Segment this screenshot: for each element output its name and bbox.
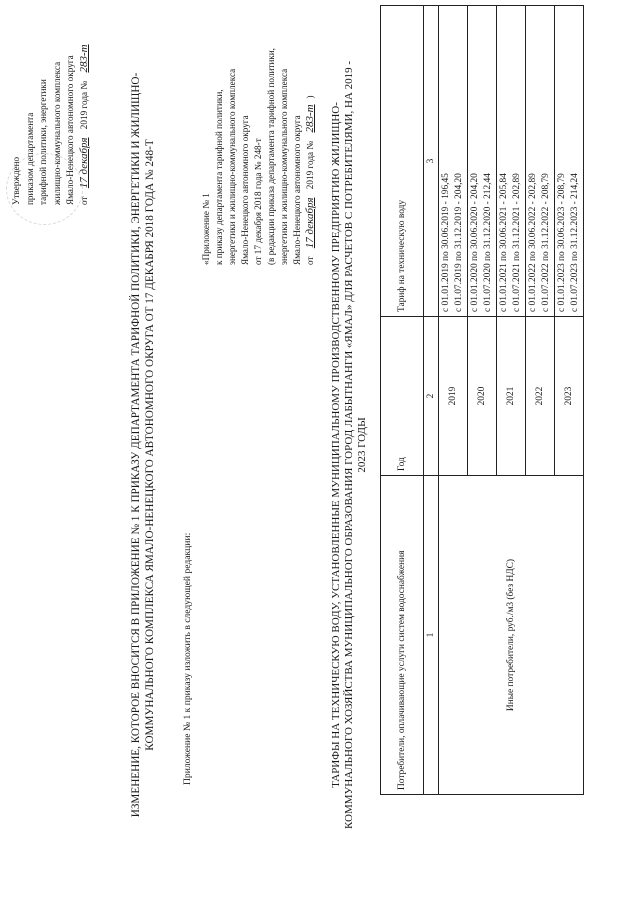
annex-line: к приказу департамента тарифной политики, (214, 89, 224, 265)
intro-text: Приложение № 1 к приказу изложить в следующей редакции: (182, 532, 193, 785)
tariff-table (380, 5, 584, 795)
annex-line: Ямало-Ненецкого автономного округа (292, 115, 302, 265)
tariff-cell (526, 6, 555, 317)
annex-year: 2019 года № (305, 140, 315, 190)
approval-line: Ямало-Ненецкого автономного округа (65, 55, 75, 205)
tariff-period: с 01.07.2019 по 31.12.2019 - 204,20 (454, 173, 464, 312)
approval-block (10, 15, 91, 205)
year-cell: 2019 (439, 317, 468, 476)
approval-line: Утверждено (11, 156, 21, 205)
document-title: ИЗМЕНЕНИЕ, КОТОРОЕ ВНОСИТСЯ В ПРИЛОЖЕНИЕ № 1 К ПРИКАЗУ ДЕПАРТАМЕНТА ТАРИФНОЙ ПОЛИТИКИ, ЭНЕРГЕТИКИ И ЖИЛИЩНО-КОММУНАЛЬНОГО КОМПЛЕКСА ЯМАЛО-НЕНЕЦКОГО АВТОНОМНОГО ОКРУГА ОТ 17 ДЕКАБРЯ 2018 ГОДА № 248-Т (130, 72, 156, 818)
annex-line: от 17 декабря 2018 года № 248-т (253, 138, 263, 265)
approval-date-handwritten: 17 декабря (77, 137, 90, 189)
table-title: ТАРИФЫ НА ТЕХНИЧЕСКУЮ ВОДУ, УСТАНОВЛЕННЫЕ МУНИЦИПАЛЬНОМУ ПРОИЗВОДСТВЕННОМУ ПРЕДПРИЯТИЮ ЖИЛИЩНО-КОММУНАЛЬНОГО ХОЗЯЙСТВА МУНИЦИПАЛЬНОГО ОБРАЗОВАНИЯ ГОРОД ЛАБЫТНАНГИ «ЯМАЛ» ДЛЯ РАСЧЕТОВ С ПОТРЕБИТЕЛЯМИ, НА 2019 - 2023 ГОДЫ (330, 60, 369, 830)
annex-line: «Приложение № 1 (201, 193, 211, 265)
annex-block (200, 20, 317, 265)
tariff-period: с 01.01.2020 по 30.06.2020 - 204,20 (470, 173, 480, 312)
annex-date-line (304, 20, 317, 265)
tariff-period: с 01.01.2019 по 30.06.2019 - 196,45 (441, 173, 451, 312)
table-row (439, 6, 468, 795)
tariff-period: с 01.01.2022 по 30.06.2022 - 202,89 (528, 173, 538, 312)
approval-line: приказом департамента (24, 112, 35, 205)
tariff-cell (468, 6, 497, 317)
approval-date-line (78, 15, 92, 205)
annex-line: (в редакции приказа департамента тарифной политики, (266, 48, 276, 265)
year-cell: 2023 (555, 317, 584, 476)
annex-line: энергетики и жилищно-коммунального комплекса (227, 68, 237, 265)
annex-number-handwritten: 283-т (304, 104, 316, 133)
approval-year: 2019 года № (78, 80, 89, 130)
tariff-cell (555, 6, 584, 317)
tariff-cell (439, 6, 468, 317)
column-number: 1 (424, 476, 439, 795)
tariff-period: с 01.07.2022 по 31.12.2022 - 208,79 (541, 173, 551, 312)
header-year: Год (381, 317, 424, 476)
year-cell: 2020 (468, 317, 497, 476)
annex-line: Ямало-Ненецкого автономного округа (240, 115, 250, 265)
tariff-period: с 01.07.2020 по 31.12.2020 - 212,44 (483, 173, 493, 312)
year-cell: 2022 (526, 317, 555, 476)
approval-line: жилищно-коммунального комплекса (51, 61, 62, 205)
annex-line: энергетики и жилищно-коммунального комплекса (279, 68, 289, 265)
year-cell: 2021 (497, 317, 526, 476)
header-consumers: Потребители, оплачивающие услуги систем водоснабжения (381, 476, 424, 795)
tariff-period: с 01.07.2021 по 31.12.2021 - 202,89 (512, 173, 522, 312)
annex-date-handwritten: 17 декабря (304, 197, 316, 249)
annex-date-prefix: от (305, 256, 315, 265)
tariff-period: с 01.01.2023 по 30.06.2023 - 208,79 (557, 173, 567, 312)
table-number-row (424, 6, 439, 795)
consumer-cell: Иные потребители, руб./м3 (без НДС) (439, 476, 584, 795)
tariff-period: с 01.07.2023 по 31.12.2023 - 214,24 (570, 173, 580, 312)
annex-suffix: ) (305, 95, 315, 99)
header-tariff: Тариф на техническую воду (381, 6, 424, 317)
approval-line: тарифной политики, энергетики (38, 79, 48, 205)
column-number: 2 (424, 317, 439, 476)
tariff-period: с 01.01.2021 по 30.06.2021 - 205,84 (499, 173, 509, 312)
tariff-cell (497, 6, 526, 317)
table-header-row (381, 6, 424, 795)
column-number: 3 (424, 6, 439, 317)
approval-date-prefix: от (78, 196, 89, 205)
approval-number-handwritten: 283-т (77, 44, 90, 73)
